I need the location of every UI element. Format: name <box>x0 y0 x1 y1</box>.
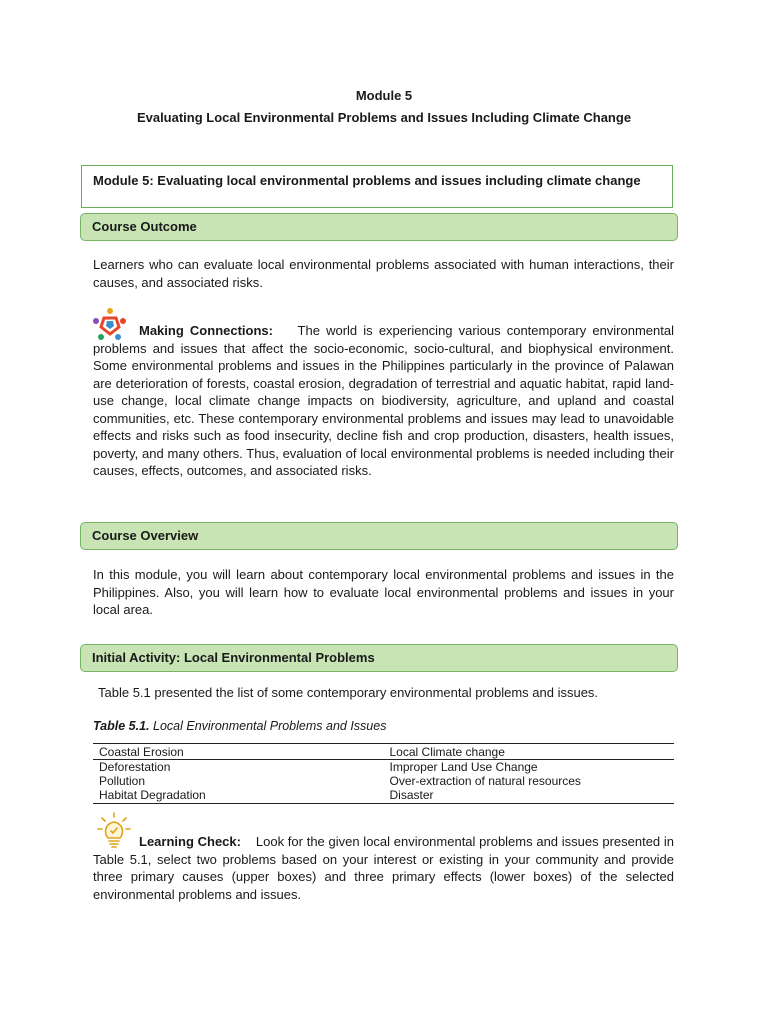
initial-activity-heading: Initial Activity: Local Environmental Problems <box>80 644 678 672</box>
learning-check-text: Look for the given local environmental problems and issues presented in Table 5.1, select two problems based on your interest or existing in your community and provide three primary causes (upper boxes) and three primary effects (lower boxes) of the selected environmental problems and issues. <box>93 834 675 902</box>
initial-activity-intro: Table 5.1 presented the list of some contemporary environmental problems and issues. <box>98 685 599 700</box>
table-row <box>93 760 674 775</box>
making-connections-lead: Making Connections: <box>139 323 273 338</box>
making-connections-paragraph <box>93 322 674 480</box>
table-cell: Habitat Degradation <box>93 788 384 804</box>
course-outcome-text: Learners who can evaluate local environmental problems associated with human interactions, their causes, and associated risks. <box>93 257 674 290</box>
table-caption <box>93 719 386 733</box>
table-cell: Deforestation <box>99 760 171 774</box>
table-cell: Improper Land Use Change <box>389 760 538 774</box>
table-cell: Pollution <box>99 774 146 788</box>
module-label: Module 5 <box>355 88 413 103</box>
course-outcome-heading: Course Outcome <box>80 213 678 241</box>
module-box: Module 5: Evaluating local environmental problems and issues including climate change <box>81 165 673 208</box>
table-cell: Coastal Erosion <box>93 744 384 760</box>
table-row <box>93 744 674 760</box>
learning-check-paragraph <box>93 833 674 903</box>
learning-check-lead: Learning Check: <box>139 834 241 849</box>
table-cell: Over-extraction of natural resources <box>389 774 581 788</box>
table-caption-label: Table 5.1. <box>93 719 150 733</box>
table-cell: Disaster <box>384 788 675 804</box>
table-row <box>93 788 674 804</box>
making-connections-text: The world is experiencing various contemporary environmental problems and issues that affect the socio-economic, socio-cultural, and biophysical environment. Some environmental problems and issues in the Philippines particularly in the province of Palawan are deterioration of forests, coastal erosion, degradation of terrestrial and aquatic habitat, rapid land-use change, local climate change impacts on biodiversity, agriculture, and upland and coastal communities, etc. These contemporary environmental problems and issues may lead to unavoidable effects and risks such as food insecurity, decline fish and crop production, disasters, health issues, poverty, and many others. Thus, evaluation of local environmental problems is needed including their causes, effects, outcomes, and associated risks. <box>93 323 674 478</box>
table-caption-text: Local Environmental Problems and Issues <box>153 719 387 733</box>
environmental-problems-table <box>93 743 674 804</box>
table-row <box>93 774 674 788</box>
course-overview-heading: Course Overview <box>80 522 678 550</box>
table-cell: Local Climate change <box>384 744 675 760</box>
module-title: Evaluating Local Environmental Problems and Issues Including Climate Change <box>136 110 632 125</box>
course-overview-text: In this module, you will learn about contemporary local environmental problems and issues in the Philippines. Also, you will learn how to evaluate local environmental problems and issues in your local area. <box>93 567 674 617</box>
